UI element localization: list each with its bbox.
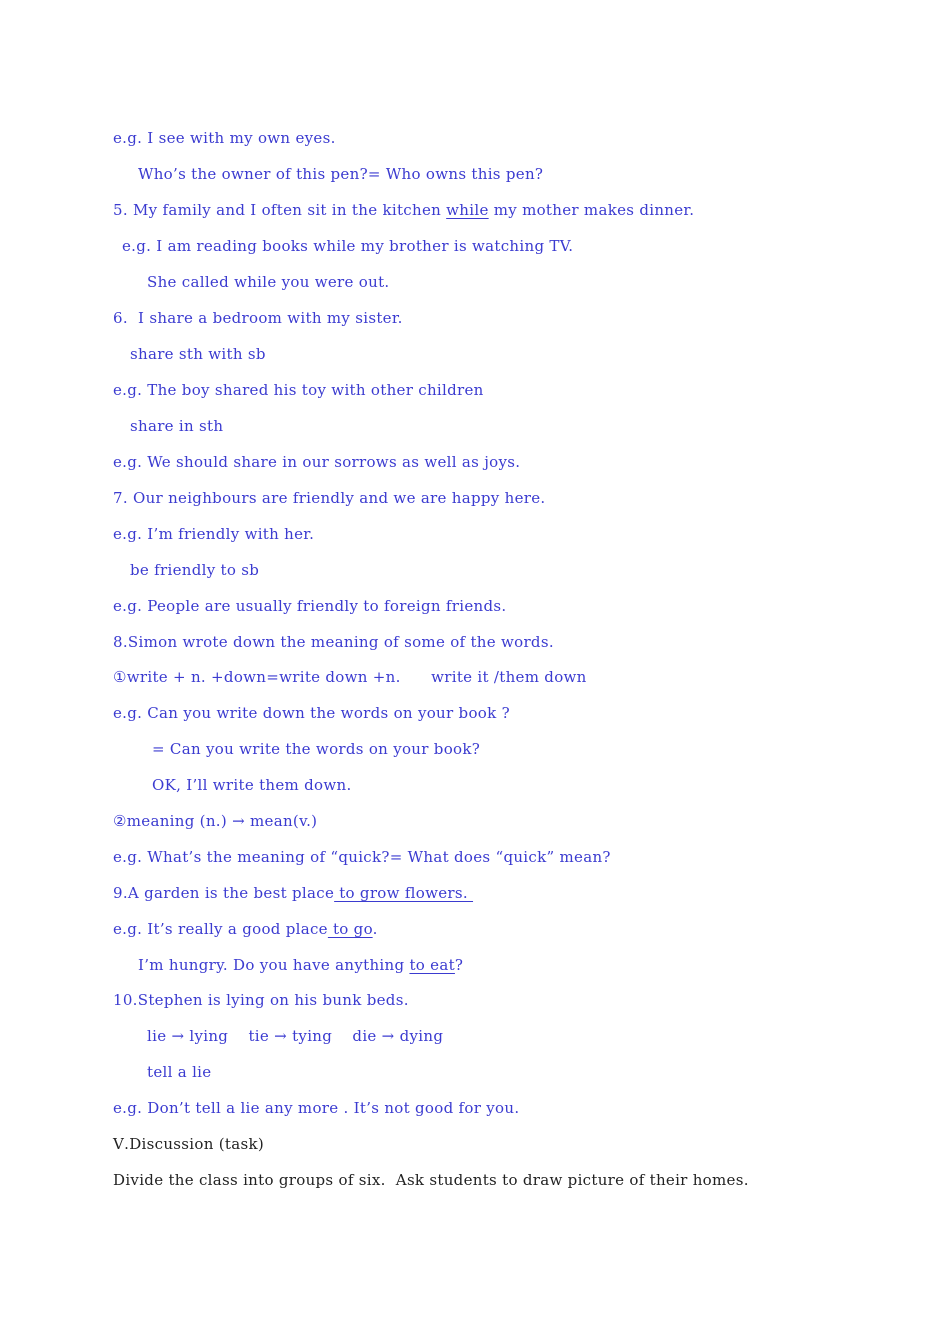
example-line: e.g. The boy shared his toy with other children [113,381,484,399]
underlined-phrase: to grow flowers. [334,884,474,902]
section-heading: Ⅴ.Discussion (task) [113,1135,264,1153]
point-6-line: 6. I share a bedroom with my sister. [113,309,403,327]
rule-line: lie → lying tie → tying die → dying [147,1027,444,1045]
text-segment: . [372,920,378,938]
task-instruction: Divide the class into groups of six. Ask students to draw picture of their homes. [113,1171,749,1189]
underlined-phrase: to eat [409,956,455,974]
example-line: e.g. I’m friendly with her. [113,525,315,543]
example-line: e.g. What’s the meaning of “quick?= What does “quick” mean? [113,848,611,866]
text-segment: my mother makes dinner. [488,201,695,219]
example-line: e.g. People are usually friendly to foreign friends. [113,597,507,615]
underlined-word: while [446,201,489,219]
example-line: e.g. I see with my own eyes. [113,129,336,147]
underlined-phrase: to go [327,920,373,938]
example-line: e.g. We should share in our sorrows as well as joys. [113,453,521,471]
text-segment: I’m hungry. Do you have anything [138,956,410,974]
text-segment: ? [454,956,464,974]
phrase-line: share in sth [130,417,224,435]
example-line: Who’s the owner of this pen?= Who owns this pen? [138,165,544,183]
example-line: e.g. I am reading books while my brother is watching TV. [122,237,574,255]
rule-line: ①write + n. +down=write down +n. write it /them down [113,668,587,686]
rule-line: ②meaning (n.) → mean(v.) [113,812,318,830]
phrase-line: be friendly to sb [130,561,260,579]
example-line: e.g. Don’t tell a lie any more . It’s not good for you. [113,1099,520,1117]
point-9-line [113,883,473,903]
text-segment: e.g. It’s really a good place [113,920,328,938]
example-line [113,919,378,939]
example-line: = Can you write the words on your book? [152,740,481,758]
point-5-line [113,200,694,220]
phrase-line: share sth with sb [130,345,266,363]
point-10-line: 10.Stephen is lying on his bunk beds. [113,991,409,1009]
example-line: e.g. Can you write down the words on your book ? [113,704,510,722]
phrase-line: tell a lie [147,1063,212,1081]
text-segment: 5. My family and I often sit in the kitchen [113,201,447,219]
point-7-line: 7. Our neighbours are friendly and we are happy here. [113,489,546,507]
point-8-line: 8.Simon wrote down the meaning of some of the words. [113,633,554,651]
example-line [138,955,463,975]
example-line: She called while you were out. [147,273,390,291]
text-segment: 9.A garden is the best place [113,884,335,902]
example-line: OK, I’ll write them down. [152,776,352,794]
